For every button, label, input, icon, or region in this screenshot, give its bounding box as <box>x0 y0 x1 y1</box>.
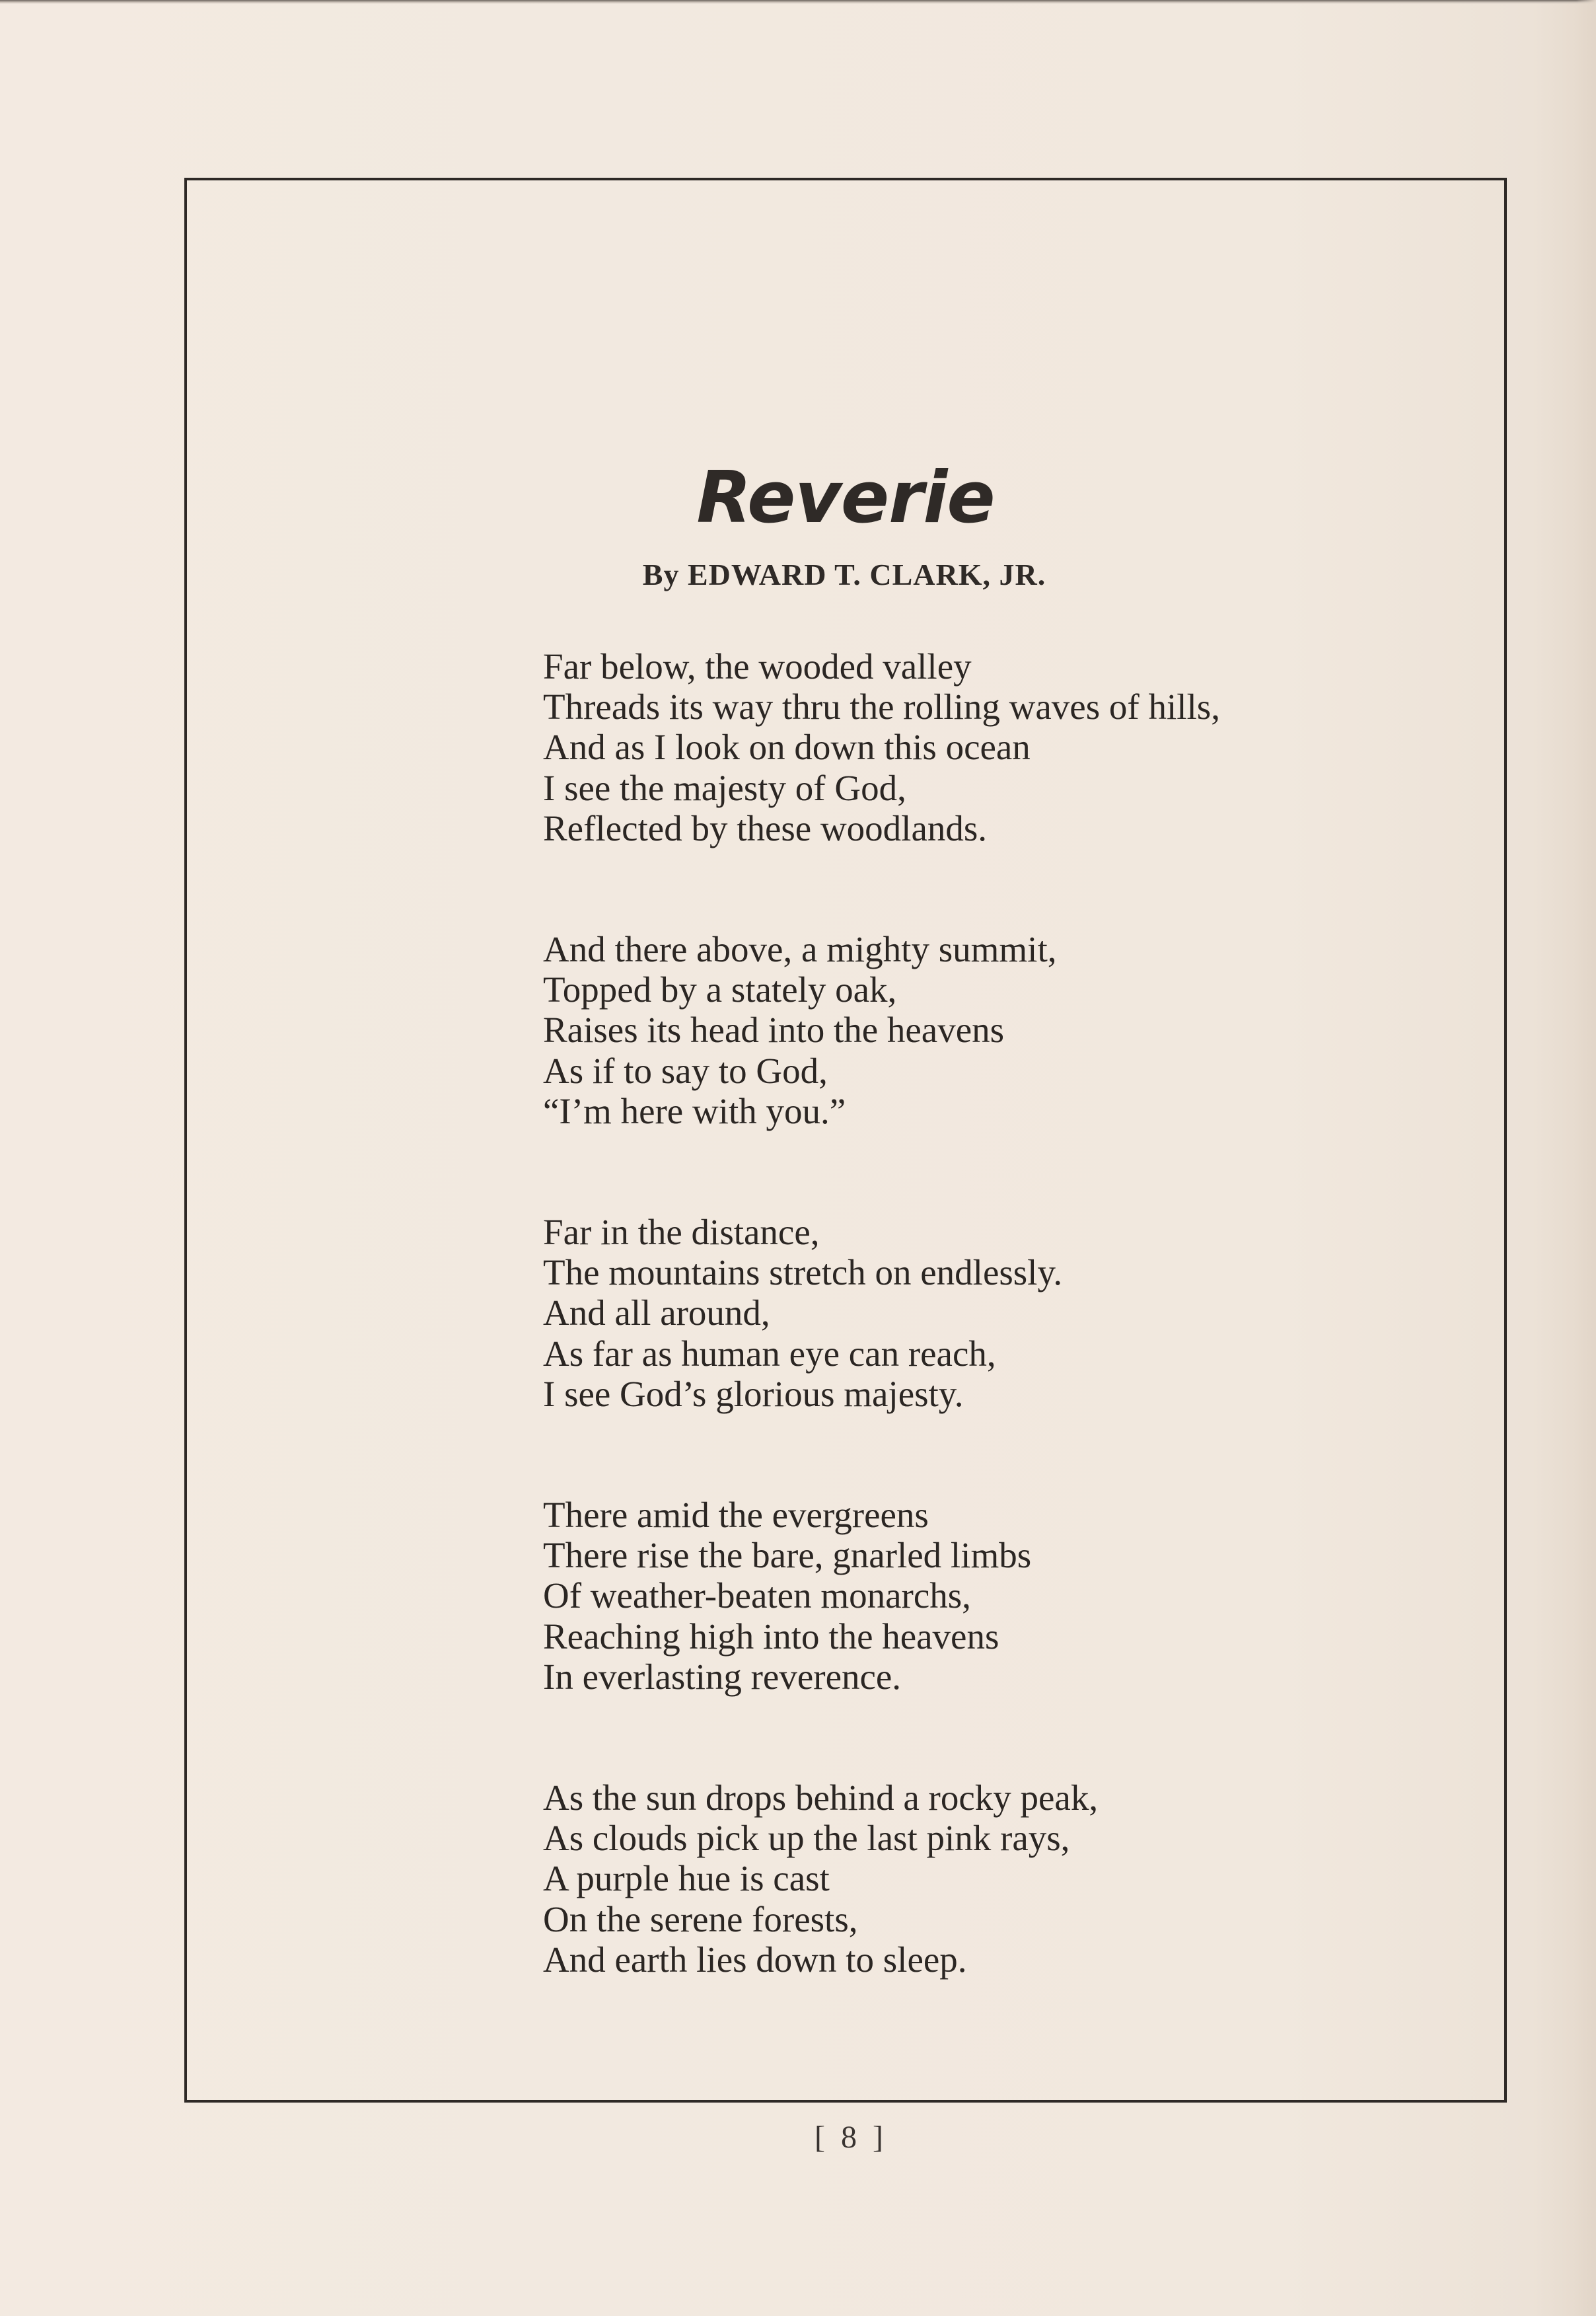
poem-line: Threads its way thru the rolling waves of hills, <box>543 687 1220 728</box>
poem-line: Reflected by these woodlands. <box>543 807 988 848</box>
poem-line: Far below, the wooded valley <box>543 646 972 687</box>
poem-line: Reaching high into the heavens <box>543 1616 999 1657</box>
page-top-edge <box>0 0 1596 4</box>
poem-line: I see the majesty of God, <box>543 767 906 808</box>
stanza-1 <box>543 646 1428 848</box>
poem-line: Of weather-beaten monarchs, <box>543 1575 971 1616</box>
poem-line: And there above, a mighty summit, <box>543 929 1057 970</box>
poem-line: Far in the distance, <box>543 1212 820 1253</box>
poem-line: And all around, <box>543 1292 770 1333</box>
poem-line: As the sun drops behind a rocky peak, <box>543 1777 1099 1818</box>
poem-title: Reverie <box>696 457 995 539</box>
poem-line: And earth lies down to sleep. <box>543 1939 967 1980</box>
poem-line: There rise the bare, gnarled limbs <box>543 1535 1032 1576</box>
poem-line: As clouds pick up the last pink rays, <box>543 1818 1070 1859</box>
poem-line: I see God’s glorious majesty. <box>543 1373 964 1414</box>
poem-line: As if to say to God, <box>543 1050 828 1091</box>
page-right-edge <box>1576 0 1596 2316</box>
poem-line: As far as human eye can reach, <box>543 1333 996 1374</box>
page-number: [ 8 ] <box>815 2120 887 2155</box>
poem-line: The mountains stretch on endlessly. <box>543 1252 1063 1293</box>
poem-line: A purple hue is cast <box>543 1858 830 1899</box>
stanza-5 <box>543 1777 1428 1980</box>
stanza-3 <box>543 1212 1428 1414</box>
poem-byline: By EDWARD T. CLARK, JR. <box>642 558 1046 591</box>
poem-line: On the serene forests, <box>543 1898 858 1939</box>
stanza-2 <box>543 929 1428 1131</box>
poem-line: Topped by a stately oak, <box>543 969 897 1010</box>
poem-line: “I’m here with you.” <box>543 1090 846 1131</box>
poem-line: And as I look on down this ocean <box>543 727 1031 768</box>
poem-line: Raises its head into the heavens <box>543 1010 1005 1051</box>
poem-line: In everlasting reverence. <box>543 1656 902 1697</box>
poem-body <box>543 646 1428 2060</box>
stanza-4 <box>543 1495 1428 1697</box>
poem-line: There amid the evergreens <box>543 1495 929 1536</box>
